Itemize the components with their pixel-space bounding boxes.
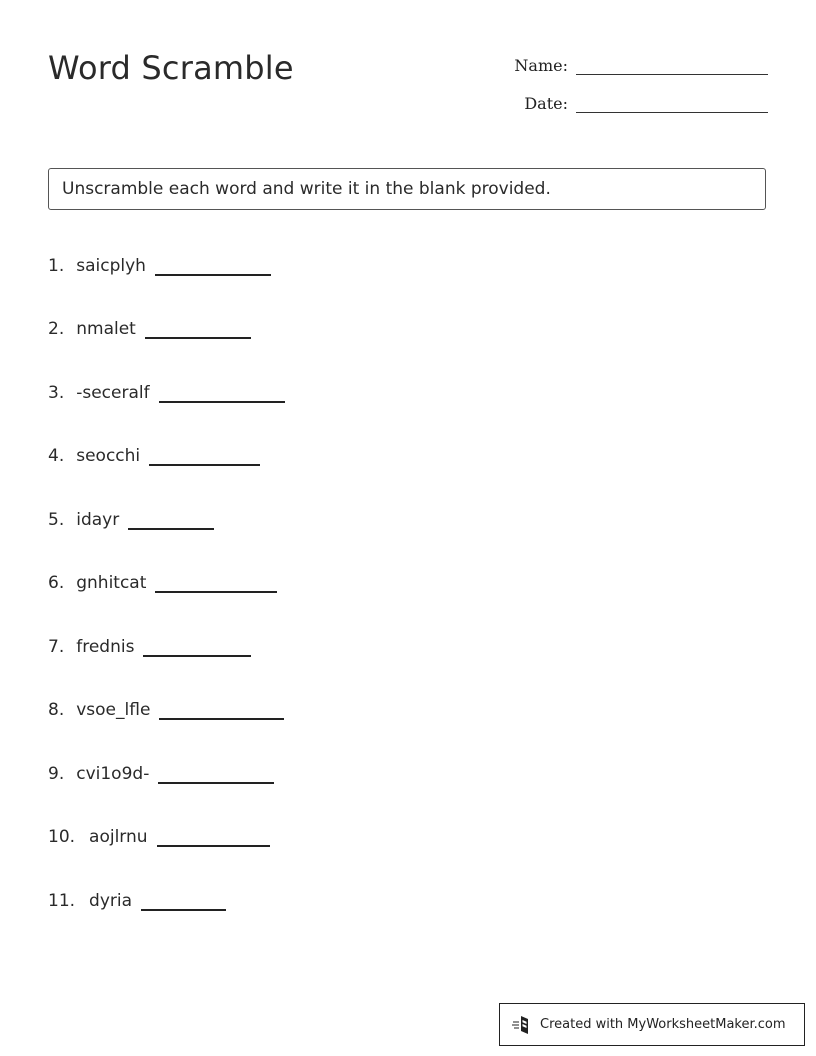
date-field-row <box>508 92 768 113</box>
answer-blank <box>159 381 285 403</box>
problem-item <box>48 377 285 441</box>
problem-item <box>48 631 285 695</box>
answer-blank <box>155 571 277 593</box>
problem-number: 1. <box>48 255 65 276</box>
answer-blank <box>145 317 251 339</box>
footer-credit-text: Created with MyWorksheetMaker.com <box>540 1017 786 1032</box>
scrambled-word: gnhitcat <box>76 573 147 593</box>
problem-number: 10. <box>48 827 76 847</box>
scrambled-word: seocchi <box>76 446 141 466</box>
date-blank-line <box>576 92 768 113</box>
answer-blank <box>143 635 251 657</box>
name-label: Name: <box>514 56 568 75</box>
scrambled-word: -seceralf <box>76 382 150 403</box>
problem-number: 5. <box>48 509 65 530</box>
instructions-box: Unscramble each word and write it in the blank provided. <box>48 168 766 210</box>
answer-blank <box>159 698 284 720</box>
name-field-row <box>508 54 768 75</box>
problem-item <box>48 314 285 378</box>
problem-item <box>48 250 285 314</box>
problem-item <box>48 568 285 632</box>
problem-number: 4. <box>48 446 65 466</box>
footer-credit[interactable] <box>499 1003 805 1046</box>
answer-blank <box>157 825 270 847</box>
scrambled-word: frednis <box>76 636 135 657</box>
problem-number: 7. <box>48 636 65 657</box>
answer-blank <box>128 508 214 530</box>
problem-item <box>48 758 285 822</box>
problem-list <box>48 250 285 949</box>
problem-number: 3. <box>48 382 65 403</box>
problem-item <box>48 504 285 568</box>
scrambled-word: vsoe_lfle <box>76 700 151 720</box>
problem-number: 8. <box>48 700 65 720</box>
scrambled-word: idayr <box>76 509 120 530</box>
scrambled-word: saicplyh <box>76 255 146 276</box>
problem-item <box>48 441 285 505</box>
answer-blank <box>155 254 271 276</box>
problem-item <box>48 822 285 886</box>
problem-number: 9. <box>48 763 65 784</box>
scrambled-word: dyria <box>89 890 133 911</box>
problem-number: 11. <box>48 890 76 911</box>
page-title: Word Scramble <box>48 49 294 87</box>
scrambled-word: nmalet <box>76 319 136 339</box>
date-label: Date: <box>524 94 568 113</box>
problem-item <box>48 885 285 949</box>
problem-item <box>48 695 285 759</box>
scrambled-word: aojlrnu <box>89 827 148 847</box>
name-blank-line <box>576 54 768 75</box>
scrambled-word: cvi1o9d- <box>76 763 150 784</box>
problem-number: 6. <box>48 573 65 593</box>
answer-blank <box>158 762 274 784</box>
problem-number: 2. <box>48 319 65 339</box>
answer-blank <box>149 444 260 466</box>
myworksheetmaker-logo-icon <box>512 1013 532 1037</box>
answer-blank <box>141 889 226 911</box>
